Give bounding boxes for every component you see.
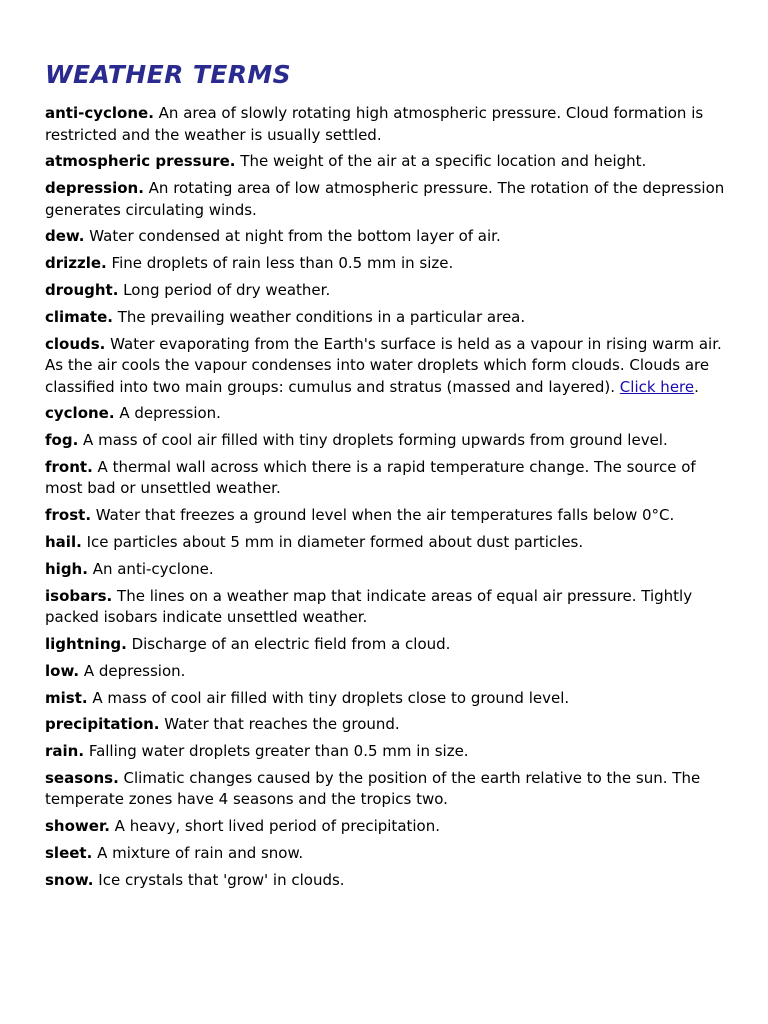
glossary-entry (45, 532, 725, 554)
glossary-term: clouds. (45, 334, 106, 353)
glossary-definition: Long period of dry weather. (118, 280, 331, 299)
glossary-definition: The weight of the air at a specific location and height. (235, 152, 647, 171)
glossary-term: low. (45, 661, 80, 680)
glossary-entry (45, 741, 725, 763)
glossary-definition: Water that freezes a ground level when the air temperatures falls below 0°C. (91, 506, 675, 525)
document-page (45, 58, 725, 897)
glossary-definition: A depression. (114, 404, 221, 423)
glossary-entry (45, 870, 725, 892)
click-here-link[interactable]: Click here (619, 377, 695, 396)
glossary-entry (45, 178, 725, 221)
glossary-entry (45, 559, 725, 581)
glossary-definition: A mass of cool air filled with tiny droplets forming upwards from ground level. (78, 431, 668, 450)
glossary-term: anti-cyclone. (45, 104, 154, 122)
glossary-term: sleet. (45, 844, 93, 863)
glossary-entry (45, 661, 725, 683)
glossary-definition: Discharge of an electric field from a cloud. (126, 634, 451, 653)
glossary-term: front. (45, 457, 93, 476)
glossary-definition: An area of slowly rotating high atmospheric pressure. Cloud formation is restricted and the weather is usually settled. (45, 104, 704, 144)
glossary-definition: The prevailing weather conditions in a particular area. (112, 307, 526, 326)
glossary-term: fog. (45, 431, 79, 450)
glossary-term: isobars. (45, 586, 113, 605)
glossary-entry (45, 403, 725, 425)
glossary-entry (45, 816, 725, 838)
glossary-definition: Climatic changes caused by the position of the earth relative to the sun. The temperate zones have 4 seasons and the tropics two. (45, 768, 701, 809)
glossary-definition: A thermal wall across which there is a rapid temperature change. The source of most bad or unsettled weather. (45, 457, 696, 498)
glossary-definition: A heavy, short lived period of precipitation. (109, 817, 441, 836)
glossary-definition: An anti-cyclone. (87, 559, 214, 578)
trailing-punctuation: . (694, 377, 699, 396)
glossary-entry (45, 586, 725, 629)
glossary-term: mist. (45, 688, 88, 707)
glossary-definition: Water evaporating from the Earth's surface is held as a vapour in rising warm air. As the air cools the vapour condenses into water droplets which form clouds. Clouds are classified into two main groups: cumulus and stratus (massed and layered). (45, 334, 722, 396)
glossary-list (45, 103, 725, 891)
glossary-term: frost. (45, 506, 92, 525)
glossary-term: precipitation. (45, 715, 160, 734)
glossary-entry (45, 280, 725, 302)
glossary-entry (45, 151, 725, 173)
glossary-definition: Ice crystals that 'grow' in clouds. (93, 870, 345, 889)
glossary-definition: Falling water droplets greater than 0.5 mm in size. (84, 742, 469, 761)
glossary-definition: Water condensed at night from the bottom layer of air. (84, 227, 501, 246)
glossary-definition: The lines on a weather map that indicate areas of equal air pressure. Tightly packed isobars indicate unsettled weather. (45, 586, 693, 627)
glossary-definition: Water that reaches the ground. (159, 715, 400, 734)
glossary-entry (45, 307, 725, 329)
glossary-definition: A mixture of rain and snow. (92, 844, 304, 863)
glossary-term: high. (45, 559, 88, 578)
glossary-definition: An rotating area of low atmospheric pressure. The rotation of the depression generates circulating winds. (45, 179, 725, 219)
glossary-term: lightning. (45, 634, 127, 653)
glossary-entry (45, 505, 725, 527)
glossary-term: rain. (45, 742, 85, 761)
glossary-entry (45, 634, 725, 656)
glossary-term: cyclone. (45, 404, 115, 423)
glossary-term: atmospheric pressure. (45, 152, 236, 171)
glossary-entry (45, 334, 725, 399)
glossary-term: drought. (45, 280, 119, 299)
glossary-term: hail. (45, 533, 82, 552)
glossary-term: depression. (45, 179, 144, 198)
glossary-entry (45, 253, 725, 275)
page-title: WEATHER TERMS (45, 60, 292, 89)
glossary-term: drizzle. (45, 254, 107, 273)
glossary-entry (45, 457, 725, 500)
glossary-entry (45, 768, 725, 811)
glossary-entry (45, 688, 725, 710)
glossary-definition: Fine droplets of rain less than 0.5 mm in size. (106, 254, 454, 273)
glossary-term: climate. (45, 307, 113, 326)
glossary-entry (45, 843, 725, 865)
glossary-term: snow. (45, 870, 94, 889)
glossary-entry (45, 226, 725, 248)
glossary-definition: A mass of cool air filled with tiny droplets close to ground level. (87, 688, 570, 707)
glossary-entry (45, 430, 725, 452)
glossary-definition: Ice particles about 5 mm in diameter formed about dust particles. (81, 533, 584, 552)
glossary-entry (45, 103, 725, 146)
glossary-term: seasons. (45, 768, 119, 787)
glossary-definition: A depression. (79, 661, 186, 680)
glossary-term: dew. (45, 227, 85, 246)
glossary-term: shower. (45, 817, 110, 836)
glossary-entry (45, 714, 725, 736)
